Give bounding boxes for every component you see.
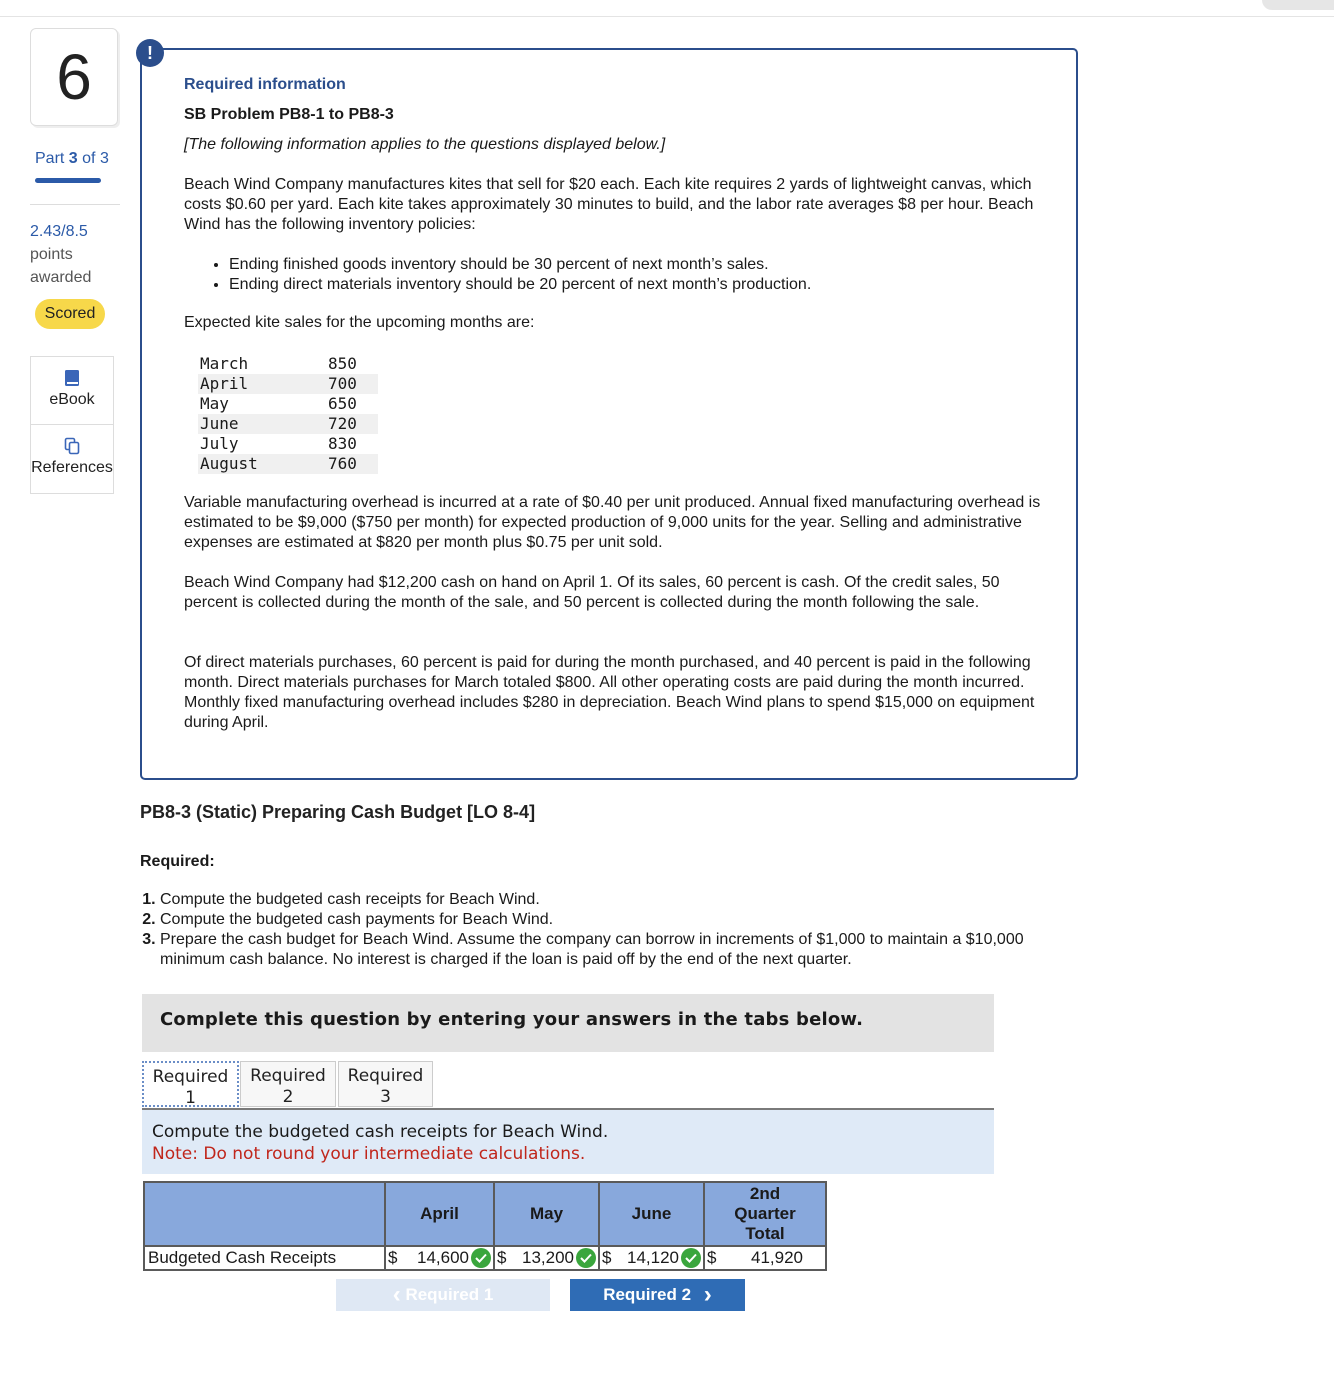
header-april: April — [385, 1182, 494, 1246]
intro-paragraph: Beach Wind Company manufactures kites that sell for $20 each. Each kite requires 2 yards of lightweight canvas, which costs $0.60 per yard. Each kite takes approximately 30 minutes to build, and the labor rate averages $8 per hour. Beach Wind has the following inventory policies: — [184, 176, 1034, 233]
tab-panel — [142, 1110, 994, 1174]
header-quarter-total: 2nd Quarter Total — [704, 1182, 826, 1246]
policy-item: • Ending direct materials inventory should be 20 percent of next month’s production. — [229, 275, 811, 295]
chevron-left-icon: ‹ — [392, 1281, 401, 1308]
panel-note: Note: Do not round your intermediate calculations. — [152, 1144, 586, 1164]
policy-item: • Ending finished goods inventory should be 30 percent of next month’s sales. — [229, 255, 811, 275]
table-row: April 700 — [198, 374, 378, 394]
overhead-paragraph: Variable manufacturing overhead is incurred at a rate of $0.40 per unit produced. Annual fixed manufacturing overhead is estimated to be $9,000 ($750 per month) for expected production of 9,000 units for the year. Selling and administrative expenses are estimated at $820 per month plus $0.75 per unit sold. — [184, 494, 1041, 551]
header-may: May — [494, 1182, 599, 1246]
scored-badge: Scored — [35, 299, 105, 329]
required-heading: Required: — [140, 853, 215, 870]
june-receipts-value[interactable]: 14,120 — [627, 1248, 679, 1267]
expected-sales-table — [198, 354, 378, 474]
blank-header — [144, 1182, 385, 1246]
cash-receipts-table — [143, 1181, 827, 1271]
book-icon — [64, 369, 80, 387]
applies-note: [The following information applies to the questions displayed below.] — [184, 136, 666, 153]
references-button[interactable]: References — [30, 424, 114, 494]
required-info-heading: Required information — [184, 76, 346, 93]
table-row: August 760 — [198, 454, 378, 474]
alert-icon: ! — [136, 39, 164, 67]
cash-paragraph: Beach Wind Company had $12,200 cash on hand on April 1. Of its sales, 60 percent is cash. Of the credit sales, 50 percent is collected during the month of the sale, and 50 percent is collected during the month following the sale. — [184, 574, 1000, 611]
panel-instruction: Compute the budgeted cash receipts for Beach Wind. — [152, 1122, 609, 1142]
ebook-button[interactable]: eBook — [30, 356, 114, 426]
tab-required-3[interactable]: Required 3 — [338, 1061, 433, 1107]
complete-banner: Complete this question by entering your answers in the tabs below. — [142, 994, 994, 1052]
points-awarded: 2.43/8.5 points awarded — [30, 223, 92, 286]
june-receipts-cell[interactable]: $ 14,120 — [599, 1246, 704, 1270]
materials-paragraph: Of direct materials purchases, 60 percent is paid for during the month purchased, and 40 percent is paid in the following month. Direct materials purchases for March totaled $800. All other operating costs are paid during the month incurred. Monthly fixed manufacturing overhead includes $280 in depreciation. Beach Wind plans to spend $15,000 on equipment during April. — [184, 654, 1035, 731]
april-receipts-cell[interactable]: $ 14,600 — [385, 1246, 494, 1270]
table-row — [144, 1246, 826, 1270]
problem-title: PB8-3 (Static) Preparing Cash Budget [LO 8-4] — [140, 802, 536, 822]
may-receipts-value[interactable]: 13,200 — [522, 1248, 574, 1267]
header-june: June — [599, 1182, 704, 1246]
sales-intro: Expected kite sales for the upcoming months are: — [184, 314, 535, 331]
table-row: June 720 — [198, 414, 378, 434]
requirements-list — [136, 890, 1080, 970]
rail-divider — [30, 204, 120, 205]
requirement-item: 3. Prepare the cash budget for Beach Wind. Assume the company can borrow in increments of $1,000 to maintain a $10,000 minimum cash balance. No interest is charged if the loan is paid off by the end of the next quarter. — [160, 930, 1080, 970]
tab-required-1[interactable]: Required 1 — [142, 1061, 239, 1107]
quarter-total-value: 41,920 — [751, 1248, 803, 1267]
april-receipts-value[interactable]: 14,600 — [417, 1248, 469, 1267]
chevron-right-icon: › — [703, 1281, 712, 1308]
check-icon — [576, 1248, 596, 1268]
tab-required-2[interactable]: Required 2 — [240, 1061, 336, 1107]
table-row: March 850 — [200, 354, 357, 373]
may-receipts-cell[interactable]: $ 13,200 — [494, 1246, 599, 1270]
table-row: May 650 — [200, 394, 357, 413]
inventory-policies — [184, 255, 811, 295]
top-divider — [0, 16, 1334, 17]
problem-set-title: SB Problem PB8-1 to PB8-3 — [184, 106, 394, 123]
check-icon — [681, 1248, 701, 1268]
part-indicator: Part 3 of 3 — [35, 150, 109, 167]
part-progress-bar — [35, 178, 101, 183]
table-header-row — [144, 1182, 826, 1246]
next-required-button[interactable]: Required 2 › — [570, 1279, 745, 1311]
check-icon — [471, 1248, 491, 1268]
prev-required-button[interactable]: ‹ Required 1 — [336, 1279, 550, 1311]
requirement-item: 2. Compute the budgeted cash payments for Beach Wind. — [160, 910, 1080, 930]
quarter-total-cell: $ 41,920 — [704, 1246, 826, 1270]
corner-tab[interactable] — [1262, 0, 1334, 10]
row-label: Budgeted Cash Receipts — [144, 1246, 385, 1270]
question-number: 6 — [30, 28, 118, 126]
copy-icon — [64, 437, 80, 455]
requirement-item: 1. Compute the budgeted cash receipts for Beach Wind. — [160, 890, 1080, 910]
table-row: July 830 — [200, 434, 357, 453]
